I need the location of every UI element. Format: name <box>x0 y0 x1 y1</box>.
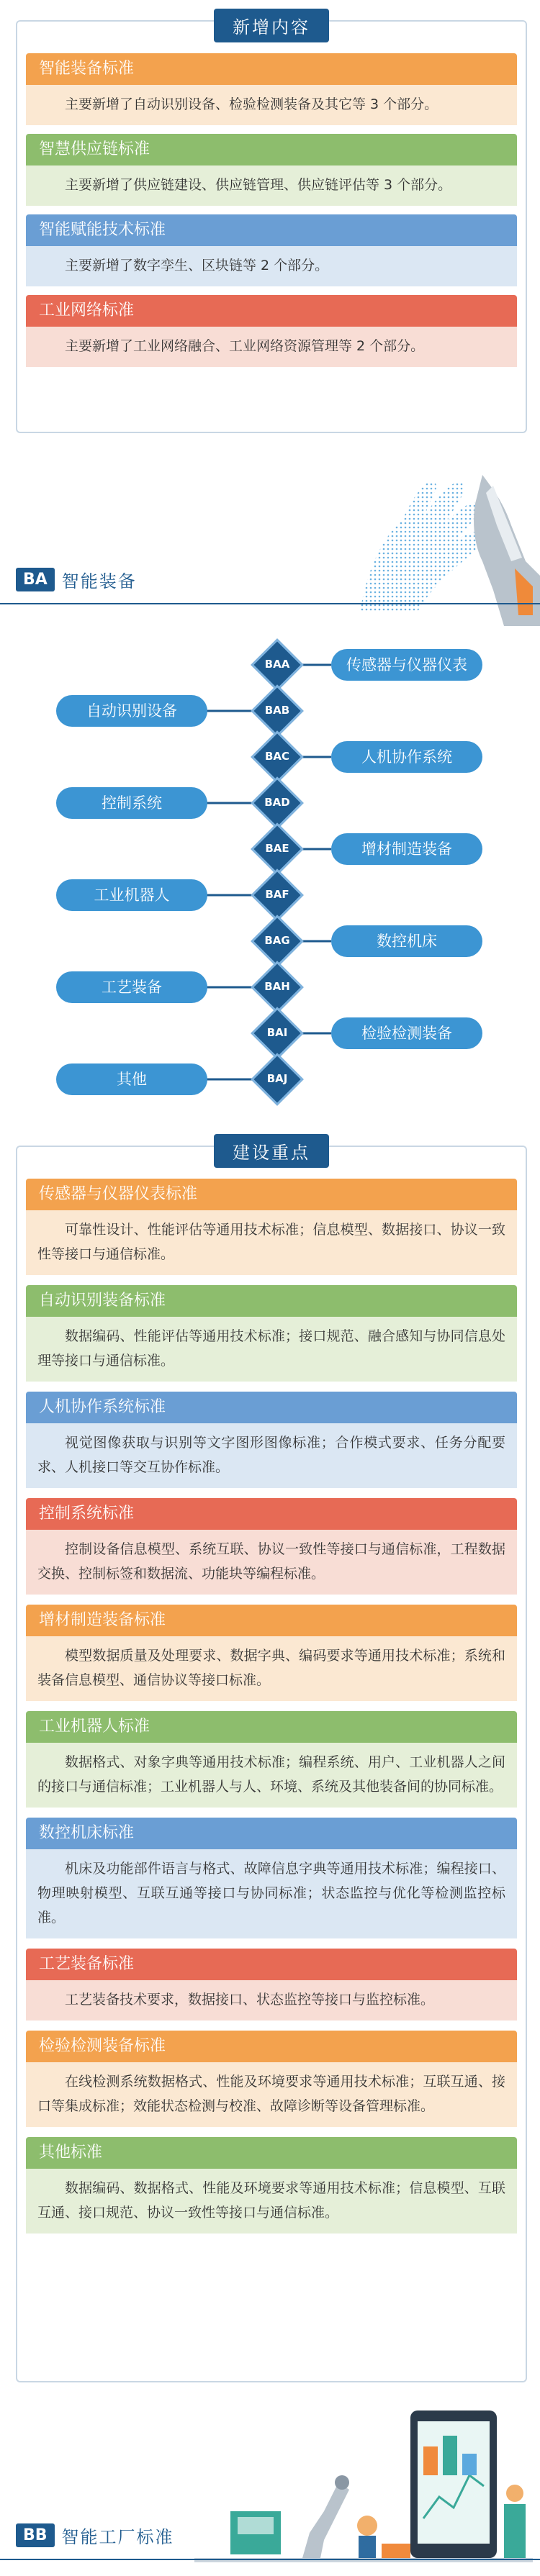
section-code: BB <box>16 2523 55 2547</box>
node-code: BAE <box>265 842 289 855</box>
new-content-panel <box>16 17 527 433</box>
item-title: 智能赋能技术标准 <box>26 214 517 246</box>
node-code: BAG <box>264 934 290 947</box>
tree-item-right: 数控机床 <box>331 925 482 957</box>
section-code: BA <box>16 568 55 591</box>
item-title: 控制系统标准 <box>26 1498 517 1530</box>
item-title: 数控机床标准 <box>26 1818 517 1849</box>
item-title: 工艺装备标准 <box>26 1949 517 1980</box>
item-body: 主要新增了工业网络融合、工业网络资源管理等 2 个部分。 <box>26 327 517 367</box>
item-title: 智慧供应链标准 <box>26 134 517 165</box>
focus-item <box>26 2031 517 2127</box>
node-code: BAD <box>264 796 290 809</box>
node-code: BAJ <box>266 1072 288 1085</box>
construction-focus-panel <box>16 1143 527 2382</box>
item-body: 控制设备信息模型、系统互联、协议一致性等接口与通信标准，工程数据交换、控制标签和数据流、功能块等编程标准。 <box>26 1530 517 1595</box>
tree-item-right: 人机协作系统 <box>331 741 482 773</box>
item-body: 视觉图像获取与识别等文字图形图像标准；合作模式要求、任务分配要求、人机接口等交互协作标准。 <box>26 1423 517 1488</box>
tree-item-right: 增材制造装备 <box>331 833 482 865</box>
item-title: 传感器与仪器仪表标准 <box>26 1179 517 1210</box>
node-code: BAH <box>264 980 290 993</box>
new-content-item <box>26 214 517 286</box>
node-code: BAI <box>266 1026 288 1039</box>
section-name: 智能装备 <box>61 571 137 591</box>
item-body: 可靠性设计、性能评估等通用技术标准；信息模型、数据接口、协议一致性等接口与通信标准。 <box>26 1210 517 1275</box>
focus-item <box>26 1285 517 1382</box>
divider <box>0 603 540 604</box>
robot-hand-illustration <box>338 461 540 626</box>
item-body: 数据格式、对象字典等通用技术标准；编程系统、用户、工业机器人之间的接口与通信标准；工业机器人与人、环境、系统及其他装备间的协同标准。 <box>26 1743 517 1808</box>
item-body: 在线检测系统数据格式、性能及环境要求等通用技术标准；互联互通、接口等集成标准；效能状态检测与校准、故障诊断等设备管理标准。 <box>26 2062 517 2127</box>
item-title: 其他标准 <box>26 2137 517 2169</box>
focus-item <box>26 1605 517 1701</box>
item-title: 检验检测装备标准 <box>26 2031 517 2062</box>
item-body: 主要新增了供应链建设、供应链管理、供应链评估等 3 个部分。 <box>26 165 517 206</box>
focus-item <box>26 1711 517 1808</box>
focus-item <box>26 1498 517 1595</box>
tree-item-left: 控制系统 <box>56 787 207 819</box>
new-content-item <box>26 53 517 125</box>
section-name: 智能工厂标准 <box>61 2526 174 2547</box>
item-body: 数据编码、数据格式、性能及环境要求等通用技术标准；信息模型、互联互通、接口规范、协议一致性等接口与通信标准。 <box>26 2169 517 2233</box>
focus-item <box>26 1949 517 2021</box>
item-body: 主要新增了数字孪生、区块链等 2 个部分。 <box>26 246 517 286</box>
new-content-item <box>26 134 517 206</box>
divider <box>0 2559 540 2560</box>
item-title: 工业机器人标准 <box>26 1711 517 1743</box>
panel-title: 建设重点 <box>214 1134 329 1168</box>
section-tag-bb <box>16 2521 174 2549</box>
focus-item <box>26 1392 517 1488</box>
node-code: BAF <box>265 888 289 901</box>
item-title: 智能装备标准 <box>26 53 517 85</box>
item-title: 人机协作系统标准 <box>26 1392 517 1423</box>
item-body: 主要新增了自动识别设备、检验检测装备及其它等 3 个部分。 <box>26 85 517 125</box>
node-code: BAA <box>264 658 290 671</box>
tree-item-left: 工艺装备 <box>56 971 207 1003</box>
tree-item-left: 自动识别设备 <box>56 695 207 727</box>
item-title: 增材制造装备标准 <box>26 1605 517 1636</box>
item-body: 模型数据质量及处理要求、数据字典、编码要求等通用技术标准；系统和装备信息模型、通信协议等接口标准。 <box>26 1636 517 1701</box>
node-code: BAC <box>264 750 290 763</box>
tree-item-left: 工业机器人 <box>56 879 207 911</box>
item-body: 机床及功能部件语言与格式、故障信息字典等通用技术标准；编程接口、物理映射模型、互联互通等接口与协同标准；状态监控与优化等检测监控标准。 <box>26 1849 517 1938</box>
tree-item-left: 其他 <box>56 1063 207 1095</box>
focus-item <box>26 1818 517 1938</box>
focus-item <box>26 1179 517 1275</box>
node-code: BAB <box>264 704 290 717</box>
item-body: 数据编码、性能评估等通用技术标准；接口规范、融合感知与协同信息处理等接口与通信标准。 <box>26 1317 517 1382</box>
focus-item <box>26 2137 517 2233</box>
tree-item-right: 检验检测装备 <box>331 1017 482 1049</box>
panel-title: 新增内容 <box>214 9 329 42</box>
new-content-item <box>26 295 517 367</box>
tree-item-right: 传感器与仪器仪表 <box>331 649 482 681</box>
item-title: 工业网络标准 <box>26 295 517 327</box>
item-title: 自动识别装备标准 <box>26 1285 517 1317</box>
item-body: 工艺装备技术要求，数据接口、状态监控等接口与监控标准。 <box>26 1980 517 2021</box>
section-tag-ba <box>16 565 137 594</box>
smart-factory-illustration <box>194 2403 533 2569</box>
